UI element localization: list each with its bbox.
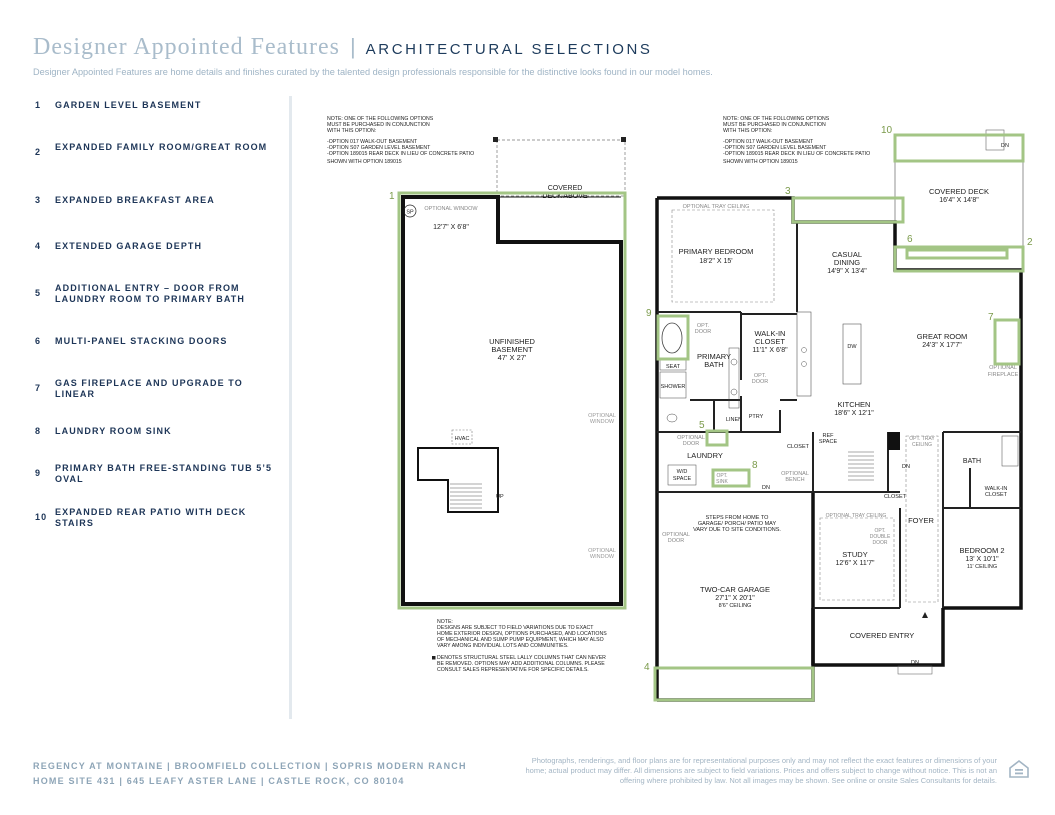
hvac-label: HVAC: [454, 436, 470, 442]
study-door-label-3: DOOR: [872, 540, 888, 546]
svg-text:DENOTES STRUCTURAL STEEL LALLY: DENOTES STRUCTURAL STEEL LALLY COLUMNS THAT CAN NEVER: [437, 655, 606, 661]
callout-4: 4: [644, 662, 650, 673]
unfinished-basement-label-2: BASEMENT: [491, 345, 533, 354]
svg-text:VARY AMONG INDIVIDUAL LOTS AND: VARY AMONG INDIVIDUAL LOTS AND COMMUNITIES.: [437, 643, 569, 649]
stairs-up-label: UP: [496, 494, 504, 500]
walkin-closet-dim: 11'1" X 6'8": [752, 347, 788, 354]
side-window-label: OPTIONAL: [588, 548, 616, 554]
stairs-dn-label: DN: [902, 464, 910, 470]
highlight-7: [995, 320, 1019, 364]
deck-column: [493, 137, 498, 142]
entry-steps: [898, 666, 932, 674]
page-subtitle: ARCHITECTURAL SELECTIONS: [365, 41, 653, 58]
feature-number: 6: [35, 336, 42, 346]
casual-dining-label-2: DINING: [833, 258, 861, 267]
callout-10: 10: [881, 125, 893, 136]
main-plan: [657, 116, 1023, 700]
footer-homesite: HOME SITE 431 | 645 LEAFY ASTER LANE | CASTLE ROCK, CO 80104: [33, 776, 405, 786]
linen-label: LINEN: [725, 417, 743, 423]
kitchen-island: [843, 324, 861, 384]
entry-arrow-icon: [922, 612, 928, 618]
primary-bath-label: PRIMARY: [696, 352, 732, 361]
basement-walls: [403, 197, 621, 604]
sink-icon: [731, 359, 737, 365]
highlight-6: [907, 250, 1007, 258]
feature-label: PRIMARY BATH FREE-STANDING TUB 5’5 OVAL: [55, 463, 273, 484]
garage-dim: 27'1" X 20'1": [715, 595, 755, 602]
svg-text:MUST BE PURCHASED IN CONJUNCTI: MUST BE PURCHASED IN CONJUNCTION: [723, 122, 826, 128]
side-window-label-2: WINDOW: [589, 419, 615, 425]
feature-number: 10: [35, 512, 48, 522]
feature-label: GARDEN LEVEL BASEMENT: [55, 100, 202, 110]
svg-text:-OPTION 017 WALK-OUT BASEMENT: -OPTION 017 WALK-OUT BASEMENT: [723, 139, 814, 145]
svg-text:CONSULT SALES REPRESENTATIVE F: CONSULT SALES REPRESENTATIVE FOR SPECIFIC DETAILS.: [437, 667, 589, 673]
dishwasher-label: DW: [847, 344, 857, 350]
wd-space-label: W/D: [676, 469, 688, 475]
svg-text:-OPTION S07 GARDEN LEVEL BASEM: -OPTION S07 GARDEN LEVEL BASEMENT: [327, 145, 431, 151]
svg-text:WITH THIS OPTION:: WITH THIS OPTION:: [723, 128, 773, 134]
basement-option-highlight: [399, 193, 625, 608]
unfinished-basement-dim: 47' X 27': [497, 353, 527, 362]
feature-number: 8: [35, 426, 42, 436]
feature-label: GAS FIREPLACE AND UPGRADE TO LINEAR: [55, 378, 243, 399]
garage-optional-door-2: DOOR: [667, 538, 685, 544]
option-highlights: [655, 135, 1023, 700]
fireplace-label: OPTIONAL: [989, 365, 1017, 371]
garage-ceiling: 8'6" CEILING: [718, 603, 752, 609]
feature-label: MULTI-PANEL STACKING DOORS: [55, 336, 228, 346]
shower-label: SHOWER: [660, 384, 686, 390]
ref-space-label: REF: [822, 433, 834, 439]
kitchen-dim: 18'6" X 12'1": [834, 410, 874, 417]
svg-text:SHOWN WITH OPTION 189015: SHOWN WITH OPTION 189015: [723, 159, 798, 165]
primary-tray-label: OPTIONAL TRAY CEILING: [682, 204, 750, 210]
deck-dn-label: DN: [1001, 143, 1009, 149]
sink-icon: [731, 389, 737, 395]
svg-text:HOME EXTERIOR DESIGN, OPTIONS: HOME EXTERIOR DESIGN, OPTIONS PURCHASED, AND LOCATIONS: [437, 631, 607, 637]
feature-number: 7: [35, 383, 42, 393]
feature-number: 2: [35, 147, 42, 157]
basement-wall-thin: [498, 197, 621, 242]
callout-6: 6: [907, 234, 913, 245]
main-stair-treads: [848, 452, 874, 480]
covered-entry-label: COVERED ENTRY: [849, 631, 915, 640]
optional-window-label: OPTIONAL WINDOW: [424, 206, 478, 212]
feature-label: LAUNDRY ROOM SINK: [55, 426, 172, 436]
foyer-tray-label-2: CEILING: [911, 442, 933, 448]
highlight-4: [655, 668, 813, 700]
svg-text:SHOWN WITH OPTION 189015: SHOWN WITH OPTION 189015: [327, 159, 402, 165]
basement-general-note: [437, 619, 607, 673]
toilet-icon: [667, 414, 677, 422]
svg-text:-OPTION S07 GARDEN LEVEL BASEM: -OPTION S07 GARDEN LEVEL BASEMENT: [723, 145, 827, 151]
washer-dryer-box: [668, 465, 696, 485]
bedroom2-label: BEDROOM 2: [959, 546, 1005, 555]
bathtub: [1002, 436, 1018, 466]
bedroom2-dim: 13' X 10'1": [965, 556, 999, 563]
optional-bench-label: OPTIONAL: [781, 471, 809, 477]
opt-door-label-2: DOOR: [751, 379, 769, 385]
footer-community: REGENCY AT MONTAINE | BROOMFIELD COLLECTION | SOPRIS MODERN RANCH: [33, 761, 467, 771]
title-separator: |: [349, 34, 356, 59]
freestanding-tub: [662, 323, 682, 353]
feature-number: 4: [35, 241, 42, 251]
callout-9: 9: [646, 308, 652, 319]
svg-text:NOTE:: NOTE:: [437, 619, 453, 625]
covered-deck-dim: 16'4" X 14'8": [939, 197, 979, 204]
feature-label: ADDITIONAL ENTRY – DOOR FROM LAUNDRY ROOM TO PRIMARY BATH: [55, 283, 245, 304]
study-tray-label: OPTIONAL TRAY CEILING: [825, 513, 887, 519]
walkin-closet-label: WALK-IN: [754, 329, 786, 338]
cooktop-burner: [802, 362, 807, 367]
callout-2: 2: [1027, 237, 1033, 248]
deck-column: [621, 137, 626, 142]
lally-column-symbol: [432, 656, 436, 660]
feature-label: EXPANDED FAMILY ROOM/GREAT ROOM: [55, 142, 268, 152]
opt-sink-label: OPT.: [716, 473, 728, 479]
footer-disclaimer: Photographs, renderings, and floor plans are for representational purposes only and may not reflect the exact features or dimensions of your home; actual product may differ. All dimensions are subject to field variations. Prices and offers subject to change without notice. This is not an offering where prohibited by law. Not all images may be shown. See online or onsite Sales Consultants for details.: [525, 756, 997, 785]
walkin2-label: WALK-IN: [984, 486, 1008, 492]
covered-deck-label-2: DECK ABOVE: [542, 193, 588, 200]
callout-5: 5: [699, 420, 705, 431]
svg-text:-OPTION 189015 REAR DECK IN LI: -OPTION 189015 REAR DECK IN LIEU OF CONCRETE PATIO: [327, 151, 475, 157]
feature-number: 3: [35, 195, 42, 205]
svg-text:NOTE: ONE OF THE FOLLOWING OPT: NOTE: ONE OF THE FOLLOWING OPTIONS: [327, 116, 434, 122]
svg-text:BE REMOVED. OPTIONS MAY ADD AD: BE REMOVED. OPTIONS MAY ADD ADDITIONAL COLUMNS. PLEASE: [437, 661, 605, 667]
opt-door-label: OPT.: [696, 323, 710, 329]
steps-note-3: VARY DUE TO SITE CONDITIONS.: [693, 527, 781, 533]
primary-bedroom-dim: 18'2" X 15': [699, 258, 733, 265]
steps-note-2: GARAGE/ PORCH/ PATIO MAY: [697, 521, 777, 527]
laundry-label: LAUNDRY: [687, 451, 723, 460]
basement-plan: [327, 116, 626, 673]
stair-walls: [418, 448, 498, 512]
page-description: Designer Appointed Features are home details and finishes curated by the talented design professionals responsible for the distinctive looks found in our model homes.: [33, 67, 713, 77]
covered-deck-label: COVERED: [547, 185, 583, 192]
study-door-label: OPT.: [874, 528, 886, 534]
walkin2-label-2: CLOSET: [984, 492, 1008, 498]
feature-number: 5: [35, 288, 42, 298]
optional-bench-label-2: BENCH: [785, 477, 805, 483]
foyer-closet-label: CLOSET: [883, 494, 907, 500]
steps-note: STEPS FROM HOME TO: [705, 515, 769, 521]
casual-dining-label: CASUAL: [831, 250, 863, 259]
laundry-dn-label: DN: [762, 485, 770, 491]
svg-text:-OPTION 017 WALK-OUT BASEMENT: -OPTION 017 WALK-OUT BASEMENT: [327, 139, 418, 145]
basement-option-note: [327, 116, 474, 165]
ref-space-label-2: SPACE: [818, 439, 838, 445]
primary-bedroom-label: PRIMARY BEDROOM: [678, 247, 754, 256]
svg-text:NOTE: ONE OF THE FOLLOWING OPT: NOTE: ONE OF THE FOLLOWING OPTIONS: [723, 116, 830, 122]
primary-tray-ceiling: [672, 210, 774, 302]
fireplace-label-2: FIREPLACE: [987, 372, 1019, 378]
unfinished-basement-label: UNFINISHED: [489, 337, 535, 346]
svg-text:OF MECHANICAL AND SUMP PUMP EQ: OF MECHANICAL AND SUMP PUMP EQUIPMENT, WHICH MAY ALSO: [437, 637, 604, 643]
callout-1: 1: [389, 191, 395, 202]
footer-address: [33, 759, 467, 789]
foyer-label: FOYER: [908, 516, 934, 525]
wall-column: [888, 432, 900, 450]
primary-bath-label-2: BATH: [704, 360, 724, 369]
highlight-3: [793, 198, 903, 222]
pantry-label: PTRY: [748, 414, 764, 420]
highlight-5: [707, 431, 727, 445]
side-window-label: OPTIONAL: [588, 413, 616, 419]
wd-space-label-2: SPACE: [672, 476, 692, 482]
feature-label: EXTENDED GARAGE DEPTH: [55, 241, 203, 251]
svg-text:-OPTION 189015 REAR DECK IN LI: -OPTION 189015 REAR DECK IN LIEU OF CONCRETE PATIO: [723, 151, 871, 157]
study-door-label-2: DOUBLE: [869, 534, 891, 540]
optional-door-label: OPTIONAL: [677, 435, 705, 441]
optional-door-label-2: DOOR: [682, 441, 700, 447]
great-room-label: GREAT ROOM: [916, 332, 968, 341]
garage-label: TWO-CAR GARAGE: [699, 585, 771, 594]
foyer-tray-label: OPT. TRAY: [909, 436, 935, 442]
feature-label: EXPANDED REAR PATIO WITH DECK STAIRS: [55, 507, 247, 528]
casual-dining-dim: 14'9" X 13'4": [827, 268, 867, 275]
feature-number: 9: [35, 468, 42, 478]
feature-number: 1: [35, 100, 42, 110]
stair-treads: [450, 484, 482, 508]
sp-label: SP: [406, 209, 414, 216]
callout-8: 8: [752, 460, 758, 471]
garage-optional-door: OPTIONAL: [662, 532, 690, 538]
cooktop-burner: [802, 348, 807, 353]
closet-label: CLOSET: [786, 444, 810, 450]
feature-label: EXPANDED BREAKFAST AREA: [55, 195, 215, 205]
seat-label: SEAT: [666, 364, 680, 370]
walkin-closet-label-2: CLOSET: [754, 337, 786, 346]
side-window-label-2: WINDOW: [589, 554, 615, 560]
opt-sink-label-2: SINK: [716, 479, 728, 485]
bath-label: BATH: [962, 458, 982, 465]
page-title: Designer Appointed Features: [33, 34, 340, 60]
kitchen-counter: [797, 312, 811, 396]
covered-deck-label: COVERED DECK: [928, 187, 990, 196]
equal-housing-icon: [1008, 758, 1030, 780]
callout-3: 3: [785, 186, 791, 197]
study-label: STUDY: [842, 550, 868, 559]
opt-door-label-2: DOOR: [694, 329, 712, 335]
main-option-note: [723, 116, 870, 165]
opt-door-label: OPT.: [753, 373, 767, 379]
callout-7: 7: [988, 312, 994, 323]
svg-text:DESIGNS ARE SUBJECT TO FIELD V: DESIGNS ARE SUBJECT TO FIELD VARIATIONS DUE TO EXACT: [437, 625, 594, 631]
basement-room-dim: 12'7" X 6'8": [433, 224, 469, 231]
entry-dn-label: DN: [911, 660, 919, 666]
great-room-dim: 24'3" X 17'7": [922, 342, 962, 349]
bedroom2-ceiling: 11' CEILING: [966, 564, 998, 570]
study-dim: 12'6" X 11'7": [835, 560, 875, 567]
kitchen-label: KITCHEN: [837, 400, 871, 409]
svg-text:WITH THIS OPTION:: WITH THIS OPTION:: [327, 128, 377, 134]
svg-text:MUST BE PURCHASED IN CONJUNCTI: MUST BE PURCHASED IN CONJUNCTION: [327, 122, 430, 128]
